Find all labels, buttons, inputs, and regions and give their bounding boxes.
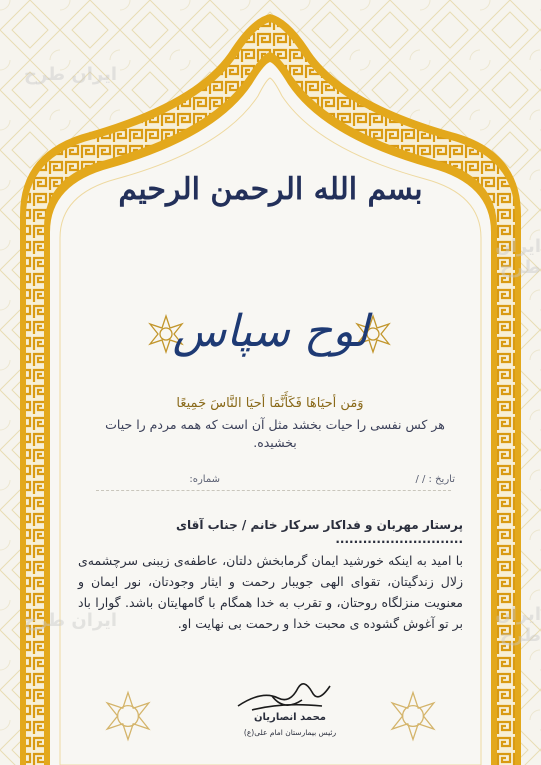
signer-name: محمد انصاریان (254, 712, 326, 723)
verse-translation: هر کس نفسی را حیات بخشد مثل آن است که همه مردم را حیات بخشیده. (105, 417, 445, 450)
watermark-2: ایران طرح (495, 236, 541, 278)
basmala-calligraphy: بسم الله الرحمن الرحیم (118, 172, 423, 207)
number-field: شماره: (189, 474, 220, 485)
watermark-1: ایران طرح (24, 64, 118, 85)
corner-ornament-br-icon (387, 690, 439, 742)
watermark-3: ایران طرح (24, 610, 118, 631)
watermark-4: ایران طرح (495, 604, 541, 646)
certificate-title: لوح سپاس (172, 306, 369, 357)
corner-ornament-bl-icon (102, 690, 154, 742)
body-text: با امید به اینکه خورشید ایمان گرمابخش دلتان، عاطفه‌ی زیبنی سرچشمه‌ی زلال زندگیتان، تقوای الهی جویبار رحمت و ایثار وجودتان، نور ایمان و معنویت منزلگاه روحتان، و تقرب به خدا همگام با گامهایتان باشد. گوارا باد بر تو آغوش گشوده ی محبت خدا و رحمت بی نهایت او. (78, 553, 463, 631)
quran-verse: وَمَن أحيَاهَا فَكَأَنَّمَا أحيَا النَّاسَ جَمِيعًا (176, 396, 364, 411)
addressee-line: پرستار مهربان و فداکار سرکار خانم / جناب آقای ............................ (175, 518, 463, 546)
date-field: تاریخ : / / (415, 474, 455, 485)
header-divider (96, 490, 451, 491)
signature-scribble (232, 676, 340, 716)
signer-role: رئیس بیمارستان امام علی(ع) (243, 728, 337, 737)
